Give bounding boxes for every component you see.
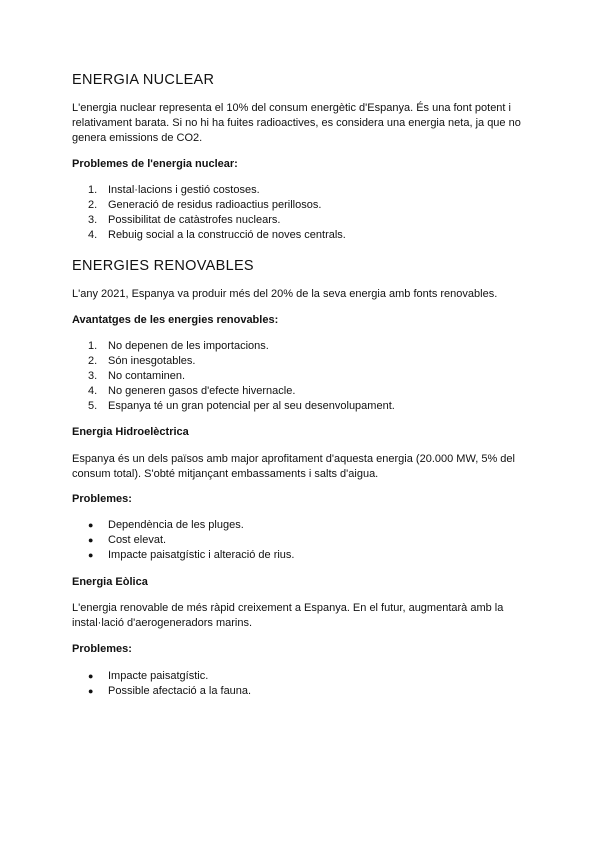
list-item: ● Impacte paisatgístic. xyxy=(88,670,209,682)
renewables-advantages-heading: Avantatges de les energies renovables: xyxy=(72,314,279,326)
list-item: 4. No generen gasos d'efecte hivernacle. xyxy=(88,385,296,397)
list-item: ● Impacte paisatgístic i alteració de rius. xyxy=(88,549,295,561)
hydro-problems-heading: Problemes: xyxy=(72,493,132,505)
renewables-intro: L'any 2021, Espanya va produir més del 20% de la seva energia amb fonts renovables. xyxy=(72,288,498,300)
nuclear-title: ENERGIA NUCLEAR xyxy=(72,72,215,88)
list-item: 3. Possibilitat de catàstrofes nuclears. xyxy=(88,214,281,226)
hydro-heading: Energia Hidroelèctrica xyxy=(72,426,189,438)
list-item: 2. Són inesgotables. xyxy=(88,355,196,367)
list-item: ● Cost elevat. xyxy=(88,534,167,546)
wind-problems-heading: Problemes: xyxy=(72,643,132,655)
wind-text: L'energia renovable de més ràpid creixement a Espanya. En el futur, augmentarà amb la instal·lació d'aerogeneradors marins. xyxy=(72,602,504,629)
list-item: 3. No contaminen. xyxy=(88,370,186,382)
list-item: 1. No depenen de les importacions. xyxy=(88,340,269,352)
wind-problems-list xyxy=(72,669,532,699)
list-item: 2. Generació de residus radioactius perillosos. xyxy=(88,199,322,211)
list-item: 4. Rebuig social a la construcció de noves centrals. xyxy=(88,229,346,241)
renewables-title: ENERGIES RENOVABLES xyxy=(72,258,254,274)
renewables-advantages-list xyxy=(72,339,532,414)
nuclear-problems-heading: Problemes de l'energia nuclear: xyxy=(72,158,238,170)
nuclear-intro: L'energia nuclear representa el 10% del consum energètic d'Espanya. És una font potent i relativament barata. Si no hi ha fuites radioactives, es considera una energia neta, ja que no genera emissions de CO2. xyxy=(72,102,521,144)
hydro-text: Espanya és un dels països amb major aprofitament d'aquesta energia (20.000 MW, 5% del consum total). S'obté mitjançant embassaments i salts d'aigua. xyxy=(72,453,515,480)
nuclear-problems-list xyxy=(72,183,532,243)
list-item: ● Dependència de les pluges. xyxy=(88,519,244,531)
wind-heading: Energia Eòlica xyxy=(72,576,148,588)
list-item: 5. Espanya té un gran potencial per al seu desenvolupament. xyxy=(88,400,395,412)
hydro-problems-list xyxy=(72,518,532,563)
list-item: ● Possible afectació a la fauna. xyxy=(88,685,252,697)
list-item: 1. Instal·lacions i gestió costoses. xyxy=(88,184,260,196)
